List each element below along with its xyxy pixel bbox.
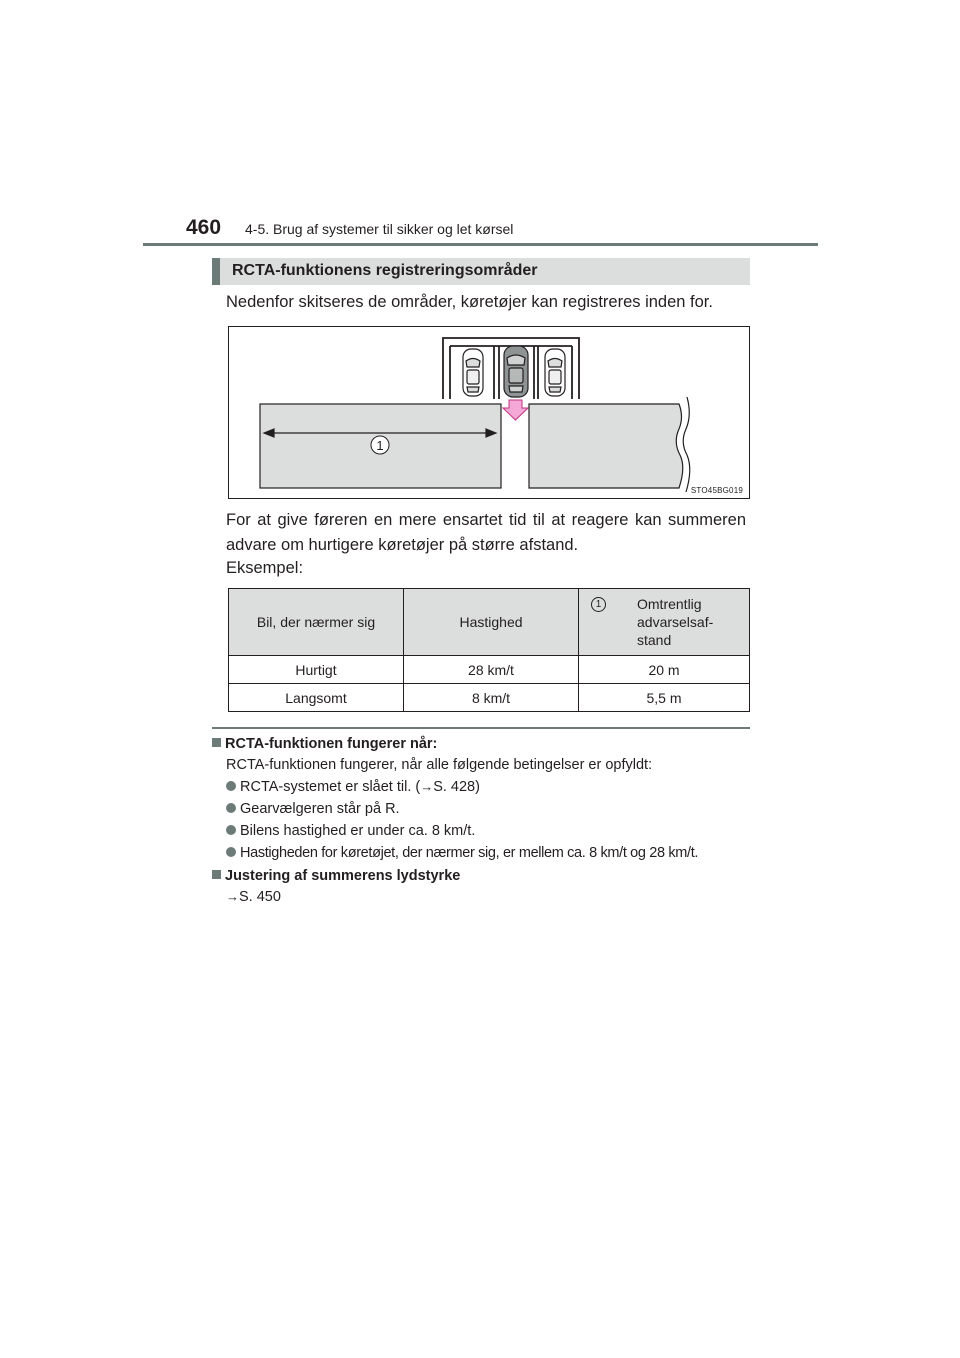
reversing-car (504, 346, 528, 397)
bullet-icon (226, 781, 236, 791)
section-title: RCTA-funktionens registreringsområder (232, 262, 538, 279)
table-row (229, 684, 750, 712)
bullet-icon (226, 803, 236, 813)
list-item: Bilens hastighed er under ca. 8 km/t. (226, 823, 475, 839)
header-divider (143, 243, 818, 246)
square-bullet-icon (212, 738, 221, 747)
list-item: Hastigheden for køretøjet, der nærmer sig, er mellem ca. 8 km/t og 28 km/t. (226, 845, 698, 861)
bullet-icon (226, 847, 236, 857)
bullet-icon (226, 825, 236, 835)
table-cell: 8 km/t (404, 684, 579, 712)
detection-area-figure (228, 326, 750, 499)
list-item: Gearvælgeren står på R. (226, 801, 400, 817)
header-distance-label: Omtrentlig advarselsaf- stand (637, 596, 714, 648)
arrow-right-icon: → (226, 889, 239, 904)
table-row (229, 656, 750, 684)
example-label: Eksempel: (226, 559, 304, 577)
note-heading-conditions: RCTA-funktionen fungerer når: (212, 736, 437, 752)
figure-code: STO45BG019 (690, 486, 743, 495)
page-number: 460 (186, 216, 222, 239)
notes-divider (212, 727, 750, 729)
list-item: RCTA-systemet er slået til. (→S. 428) (226, 779, 480, 795)
callout-number: 1 (376, 438, 384, 453)
parked-car-left (463, 349, 483, 396)
table-header: Hastighed (404, 589, 579, 656)
table-cell: 5,5 m (579, 684, 750, 712)
table-header-row (229, 589, 750, 656)
page-reference: S. 428) (433, 779, 480, 795)
table-header: Bil, der nærmer sig (229, 589, 404, 656)
table-cell: 28 km/t (404, 656, 579, 684)
detection-area-diagram (229, 327, 749, 498)
note-text: RCTA-funktionen fungerer, når alle følgende betingelser er opfyldt: (226, 757, 653, 773)
body-paragraph: For at give føreren en mere ensartet tid til at reagere kan summeren advare om hurtigere køretøjer på større afstand. (226, 511, 746, 554)
breadcrumb: 4-5. Brug af systemer til sikker og let kørsel (245, 221, 514, 237)
section-heading (212, 258, 750, 285)
reverse-direction-arrow (503, 400, 528, 420)
arrow-right-icon: → (420, 779, 434, 794)
header-callout: 1 (591, 597, 606, 612)
square-bullet-icon (212, 870, 221, 879)
parked-car-right (545, 349, 565, 396)
table-cell: 20 m (579, 656, 750, 684)
table-cell: Hurtigt (229, 656, 404, 684)
note-heading-volume: Justering af summerens lydstyrke (212, 868, 460, 884)
detection-area-right (529, 404, 683, 488)
warning-distance-table (228, 588, 750, 712)
intro-text: Nedenfor skitseres de områder, køretøjer kan registreres inden for. (226, 293, 713, 311)
area-break-line (683, 397, 690, 492)
page-reference-link[interactable]: →S. 450 (226, 889, 281, 905)
table-header-distance (579, 589, 750, 656)
table-cell: Langsomt (229, 684, 404, 712)
